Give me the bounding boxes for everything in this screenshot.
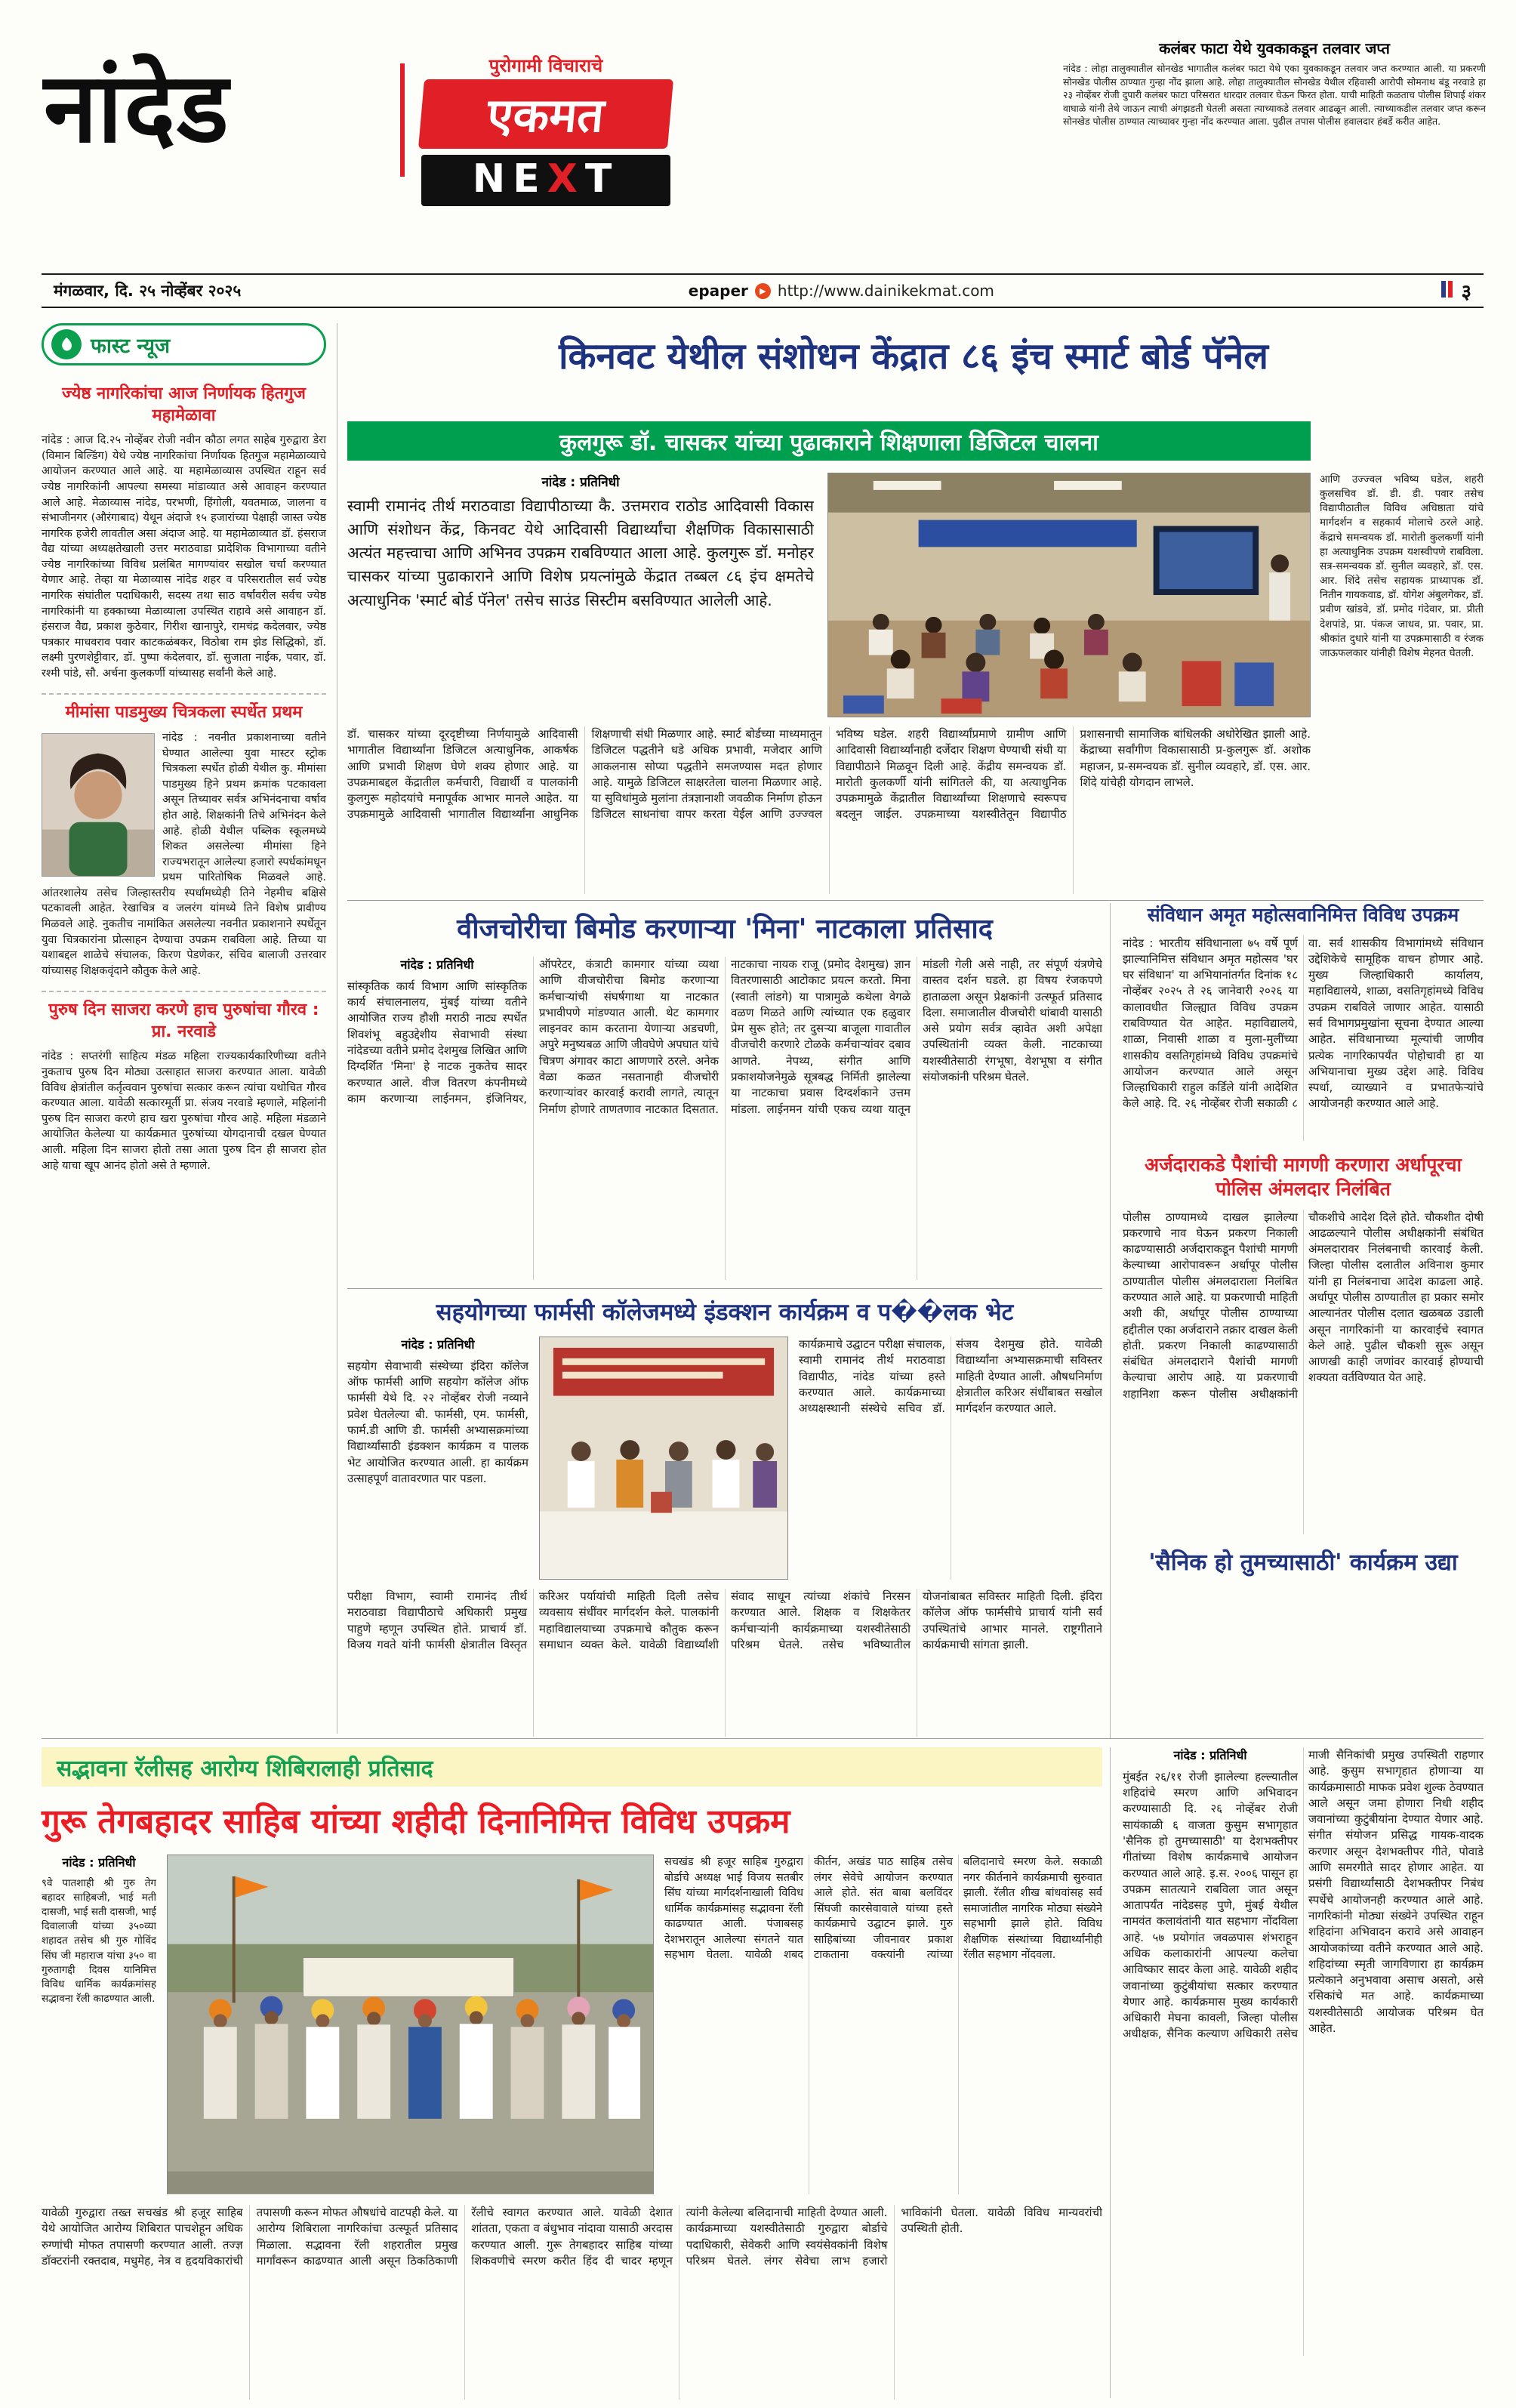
top-story-body: नांदेड : लोहा तालुक्यातील सोनखेड भागातील कलंबर फाटा येथे एका युवकाकडून तलवार जप्त करण्यात आली. या प्रकरणी सोनखेड पोलीस ठाण्यात गुन्हा नोंद झाला आहे. लोहा तालुक्यातील सोनखेड येथील रहिवासी आरोपी सोमनाथ बंडू नरवाडे हा २३ नोव्हेंबर रोजी दुपारी कलंबर फाटा परिसरात धारदार तलवार घेऊन फिरत होता. याची माहिती कळताच पोलीस शिपाई शंकर वाघाळे यांनी तेथे जाऊन त्याची अंगझडती घेतली असता त्याच्याकडे तलवार आढळून आली. त्याच्याकडील तलवार जप्त करून सोनखेड पोलीस ठाण्यात त्याच्यावर गुन्हा नोंद करण्यात आला. पुढील तपास पोलीस हवालदार हंबर्डे करीत आहेत. [1063, 63, 1486, 127]
leaf-icon [51, 329, 82, 359]
masthead [44, 44, 723, 267]
page-number-block [1441, 277, 1471, 304]
fast-news-item [42, 695, 326, 992]
police-suspension-article [1123, 1153, 1484, 1534]
pharmacy-left-column [347, 1337, 528, 1580]
health-camp-strip: सद्भावना रॅलीसह आरोग्य शिबिरालाही प्रतिसाद [42, 1747, 1102, 1787]
fast-news-sidebar [42, 323, 337, 1734]
fast-news-item [42, 376, 326, 695]
guru-dateline: नांदेड : प्रतिनिधी [62, 1855, 136, 1870]
guru-bottom-columns: यावेळी गुरुद्वारा तख्त सचखंड श्री हजूर साहिब येथे आयोजित आरोग्य शिबिरात पाचशेहून अधिक रुग्णांची मोफत तपासणी करण्यात आली. तज्ज्ञ डॉक्टरांनी रक्तदाब, मधुमेह, नेत्र व हृदयविकारांची तपासणी करून मोफत औषधांचे वाटपही केले. या आरोग्य शिबिराला नागरिकांचा उत्स्फूर्त प्रतिसाद मिळाला. सद्भावना रॅली शहरातील प्रमुख मार्गांवरून काढण्यात आली असून ठिकठिकाणी रॅलीचे स्वागत करण्यात आले. यावेळी देशात शांतता, एकता व बंधुभाव नांदावा यासाठी अरदास करण्यात आली. गुरू तेगबहादर साहिब यांच्या शिकवणीचे स्मरण करीत हिंद दी चादर म्हणून त्यांनी केलेल्या बलिदानाची माहिती देण्यात आली. कार्यक्रमाच्या यशस्वीतेसाठी गुरुद्वारा बोर्डाचे पदाधिकारी, सेवेकरी आणि स्वयंसेवकांनी विशेष परिश्रम घेतले. लंगर सेवेचा लाभ हजारो भाविकांनी घेतला. यावेळी विविध मान्यवरांची उपस्थिती होती. [42, 2206, 1102, 2268]
guru-intro-column [42, 1855, 156, 2194]
lead-article-text [347, 473, 814, 717]
next-letter-x: X [547, 156, 585, 202]
top-story [1063, 38, 1486, 146]
bottom-section-divider [42, 1738, 1484, 1739]
guru-intro-text: ९वे पातशाही श्री गुरु तेग बहादर साहिबजी, भाई मती दासजी, भाई सती दासजी, भाई दिवालाजी यांच्या ३५०व्या शहादत तसेच श्री गुरु गोविंद सिंघ जी महाराज यांचा ३५० वा गुरुतागद्दी दिवस यानिमित्त विविध धार्मिक कार्यक्रमांसह सद्भावना रॅली काढण्यात आली. [42, 1876, 156, 2005]
lead-article-dateline: नांदेड : प्रतिनिधी [541, 475, 620, 490]
fast-news-item-headline: मीमांसा पाडमुख्य चित्रकला स्पर्धेत प्रथम [65, 703, 303, 723]
guru-top-row [42, 1855, 1102, 2194]
pharmacy-right-columns: कार्यक्रमाचे उद्घाटन परीक्षा संचालक, स्वामी रामानंद तीर्थ मराठवाडा विद्यापीठ, नांदेड यांच्या हस्ते करण्यात आले. कार्यक्रमाच्या अध्यक्षस्थानी संस्थेचे सचिव डॉ. संजय देशमुख होते. यावेळी विद्यार्थ्यांना अभ्यासक्रमाची सविस्तर माहिती देण्यात आली. औषधनिर्माण क्षेत्रातील करिअर संधींबाबत सखोल मार्गदर्शन करण्यात आले. [799, 1337, 1102, 1416]
police-headline: अर्जदाराकडे पैशांची मागणी करणारा अर्धापूरचा पोलिस अंमलदार निलंबित [1145, 1153, 1462, 1200]
main-article-right-column: आणि उज्ज्वल भविष्य घडेल, शहरी कुलसचिव डॉ. डी. डी. पवार तसेच विद्यापीठातील विविध अधिष्ठाता यांचे मार्गदर्शन व सहकार्य मोलाचे ठरले आहे. केंद्राचे समन्वयक डॉ. मारोती कुलकर्णी यांनी हा अत्याधुनिक उपक्रम यशस्वीपणे राबविला. सत्र-समन्वयक डॉ. सुनील व्यवहारे, डॉ. एस. आर. शिंदे तसेच सहायक प्राध्यापक डॉ. नितीन गायकवाड, डॉ. योगेश अंबुलगेकर, डॉ. प्रवीण खांडवे, डॉ. प्रमोद गंदेवार, प्रा. प्रीती देशपांडे, प्रा. पंकज जाधव, प्रा. पवार, प्रा. श्रीकांत दुधारे यांनी या उपक्रमासाठी व रंजक जाऊफलकार यांनीही विशेष मेहनत घेतली. [1320, 473, 1484, 659]
page-number-marker [1441, 281, 1455, 301]
constitution-body: नांदेड : भारतीय संविधानाला ७५ वर्षे पूर्ण झाल्यानिमित्त संविधान अमृत महोत्सव 'घर घर संविधान' या अभियानांतर्गत दिनांक १८ नोव्हेंबर २०२५ ते २६ जानेवारी २०२६ या कालावधीत जिल्ह्यात विविध उपक्रम राबविण्यात येत आहेत. महाविद्यालये, शाळा, निवासी शाळा व मुला-मुलींच्या शासकीय वसतिगृहांमध्ये विविध उपक्रमांचे आयोजन करण्यात आले असून जिल्हाधिकारी राहुल कर्डिले यांनी आदेशित केले आहे. दि. २६ नोव्हेंबर रोजी सकाळी ८ वा. सर्व शासकीय विभागांमध्ये संविधान उद्देशिकेचे सामूहिक वाचन होणार आहे. मुख्य जिल्हाधिकारी कार्यालय, महाविद्यालये, शाळा, वसतिगृहांमध्ये विविध उपक्रम राबविले जाणार आहेत. यासाठी सर्व विभागप्रमुखांना सूचना देण्यात आल्या आहेत. संविधानाच्या मूल्यांची जाणीव प्रत्येक नागरिकापर्यंत पोहोचावी हा या अभियानाचा मुख्य उद्देश आहे. विविध स्पर्धा, व्याख्याने व प्रभातफेऱ्यांचे आयोजनही करण्यात आले आहे. [1123, 936, 1484, 1111]
fast-news-item-body: नांदेड : आज दि.२५ नोव्हेंबर रोजी नवीन कौठा लगत साहेब गुरुद्वारा डेरा (विमान बिल्डिंग) येथे ज्येष्ठ नागरिकांचा निर्णायक हितगुज महामेळाव्याचे आयोजन करण्यात आले आहे. या महामेळाव्यास उपस्थित राहून सर्व ज्येष्ठ नागरिकांनी आपल्या समस्या मांडाव्यात असे आवाहन करण्यात आले आहे. मेळाव्यास नांदेड, परभणी, हिंगोली, यवतमाळ, जालना व संभाजीनगर (औरंगाबाद) येथून अंदाजे १५ हजारांच्या पेक्षाही जास्त ज्येष्ठ नागरिक हजेरी लावतील असा अंदाज आहे. या महामेळाव्यात डॉ. हंसराज वैद्य यांच्या अध्यक्षतेखाली उत्तर मराठवाडा प्रादेशिक विभागाच्या वतीने ज्येष्ठ नागरिकांच्या विविध प्रलंबित मागण्यांवर सखोल चर्चा करण्यात येणार आहे. तेव्हा या मेळाव्यास नांदेड शहर व परिसरातील सर्व ज्येष्ठ नागरिक संघांतील पदाधिकारी, सदस्य तथा साठ वर्षांवरील सर्वच ज्येष्ठ नागरिकांनी या हक्काच्या मेळाव्याला उपस्थित राहावे असे आवाहन डॉ. हंसराज वैद्य, प्रकाश कुठेवार, गिरीश खानापुरे, रामचंद्र कदेलवार, ज्येष्ठ पत्रकार माधवराव पवार काटकळंबकर, विठोबा राम झेड सिद्धिको, डॉ. लक्ष्मी पुरणशेट्टीवार, डॉ. पुष्पा कंदेलवार, डॉ. सुजाता नाईक, पवार, डॉ. रश्मी पांडे, सौ. अर्चना कुलकर्णी यांच्यासह सर्वांनी केले आहे. [42, 434, 326, 680]
top-story-headline: कलंबर फाटा येथे युवकाकडून तलवार जप्त [1159, 39, 1390, 57]
next-letter-t: T [584, 156, 620, 202]
pharmacy-left-text: सहयोग सेवाभावी संस्थेच्या इंदिरा कॉलेज ऑफ फार्मसी आणि सहयोग कॉलेज ऑफ फार्मसी येथे दि. २२ नोव्हेंबर रोजी नव्याने प्रवेश घेतलेल्या बी. फार्मसी, एम. फार्मसी, फार्म.डी आणि डी. फार्मसी अभ्यासक्रमांच्या विद्यार्थ्यांसाठी इंडक्शन कार्यक्रम व पालक भेट आयोजित करण्यात आली. हा कार्यक्रम उत्साहपूर्ण वातावरणात पार पडला. [347, 1358, 528, 1485]
fast-news-item-headline: पुरुष दिन साजरा करणे हाच पुरुषांचा गौरव : प्रा. नरवाडे [48, 1001, 319, 1041]
pharmacy-headline: सहयोगच्या फार्मसी कॉलेजमध्ये इंडक्शन कार्यक्रम व प��लक भेट [436, 1299, 1014, 1326]
pharmacy-photo [539, 1337, 788, 1580]
constitution-headline: संविधान अमृत महोत्सवानिमित्त विविध उपक्रम [1147, 904, 1459, 926]
page-number: ३ [1461, 281, 1471, 304]
mina-body [347, 957, 1102, 1280]
next-logo [421, 155, 670, 206]
guru-rally-photo [167, 1855, 654, 2194]
main-headline: किनवट येथील संशोधन केंद्रात ८६ इंच स्मार्ट बोर्ड पॅनेल [559, 335, 1268, 378]
sub-headline-bar: कुलगुरू डॉ. चासकर यांच्या पुढाकाराने शिक्षणाला डिजिटल चालना [347, 421, 1311, 461]
mina-article [347, 909, 1102, 1280]
pharmacy-dateline: नांदेड : प्रतिनिधी [401, 1337, 475, 1352]
pharmacy-bottom-columns: परीक्षा विभाग, स्वामी रामानंद तीर्थ मराठवाडा विद्यापीठाचे अधिकारी प्रमुख पाहुणे म्हणून उपस्थित होते. प्राचार्य डॉ. विजय गवते यांनी फार्मसी क्षेत्रातील विस्तृत करिअर पर्यायांची माहिती दिली तसेच व्यवसाय संधींवर मार्गदर्शन केले. पालकांनी महाविद्यालयाच्या उपक्रमाचे कौतुक करून समाधान व्यक्त केले. यावेळी विद्यार्थ्यांशी संवाद साधून त्यांच्या शंकांचे निरसन करण्यात आले. शिक्षक व शिक्षकेतर कर्मचाऱ्यांनी कार्यक्रमाच्या यशस्वीतेसाठी परिश्रम घेतले. तसेच भविष्यातील योजनांबाबत सविस्तर माहिती दिली. इंदिरा कॉलेज ऑफ फार्मसीचे प्राचार्य यांनी सर्व उपस्थितांचे आभार मानले. राष्ट्रगीताने कार्यक्रमाची सांगता झाली. [347, 1589, 1102, 1651]
masthead-brand-block [421, 53, 670, 206]
fast-news-item-body: नांदेड : सप्तरंगी साहित्य मंडळ महिला राज्यकार्यकारिणीच्या वतीने नुकताच पुरुष दिन मोठ्या उत्साहात साजरा करण्यात आला. यावेळी विविध क्षेत्रांतील कर्तृत्ववान पुरुषांचा सत्कार करून त्यांचा यथोचित गौरव करण्यात आला. यावेळी सत्कारमूर्ती प्रा. संजय नरवाडे म्हणाले, महिलांनी पुरुष दिन साजरा करणे हाच खरा पुरुषांचा गौरव आहे. महिला मंडळाने आयोजित केलेल्या या कार्यक्रमात पुरुषांच्या योगदानाची दखल घेण्यात आली. महिला दिन साजरा होतो तसा आता पुरुष दिन ही साजरा होत आहे याचा खूप आनंद होतो असे ते म्हणाले. [42, 1050, 326, 1172]
guru-right-columns: सचखंड श्री हजूर साहिब गुरुद्वारा बोर्डाचे अध्यक्ष भाई विजय सतबीर सिंघ यांच्या मार्गदर्शनाखाली विविध धार्मिक कार्यक्रमांसह सद्भावना रॅली काढण्यात आली. पंजाबसह देशभरातून आलेल्या संगतने यात सहभाग घेतला. यावेळी शबद कीर्तन, अखंड पाठ साहिब तसेच लंगर सेवेचे आयोजन करण्यात आले होते. संत बाबा बलविंदर सिंघजी कारसेवावाले यांच्या हस्ते कार्यक्रमाचे उद्घाटन झाले. गुरु साहिबांच्या जीवनावर प्रकाश टाकताना वक्त्यांनी त्यांच्या बलिदानाचे स्मरण केले. सकाळी नगर कीर्तनाने कार्यक्रमाची सुरुवात झाली. रॅलीत शीख बांधवांसह सर्व समाजांतील नागरिक मोठ्या संख्येने सहभागी झाले होते. विविध शैक्षणिक संस्थांच्या विद्यार्थ्यांनीही रॅलीत सहभाग नोंदवला. [664, 1856, 1102, 1962]
right-rail [1110, 903, 1484, 1738]
sainik-columns [1123, 1747, 1484, 2356]
sainik-headline: 'सैनिक हो तुमच्यासाठी' कार्यक्रम उद्या [1148, 1549, 1458, 1576]
fast-news-title: फास्ट न्यूज [91, 334, 170, 358]
sainik-dateline: नांदेड : प्रतिनिधी [1173, 1748, 1247, 1762]
section-divider [347, 1288, 1102, 1289]
main-article-columns: डॉ. चासकर यांच्या दूरदृष्टीच्या निर्णयामुळे आदिवासी भागातील विद्यार्थ्यांना डिजिटल अत्याधुनिक, आकर्षक आणि प्रभावी शिक्षण घेणे शक्य होणार आहे. या उपक्रमाबद्दल केंद्रातील कर्मचारी, विद्यार्थी व पालकांनी कुलगुरू महोदयांचे मनापूर्वक आभार मानले आहेत. या उपक्रमामुळे आदिवासी भागातील विद्यार्थ्यांना आधुनिक शिक्षणाची संधी मिळणार आहे. स्मार्ट बोर्डच्या माध्यमातून डिजिटल पद्धतीने धडे अधिक प्रभावी, मजेदार आणि आकलनास सोप्या पद्धतीने समजण्यास मदत होणार आहे. यामुळे डिजिटल साक्षरतेला चालना मिळणार आहे. या सुविधांमुळे मुलांना तंत्रज्ञानाशी जवळीक निर्माण होऊन डिजिटल साधनांचा वापर करता येईल आणि उज्ज्वल भविष्य घडेल. शहरी विद्यार्थ्यांप्रमाणे ग्रामीण आणि आदिवासी विद्यार्थ्यांनाही दर्जेदार शिक्षण घेण्याची संधी या विद्यापीठाने मिळवून दिली आहे. केंद्रीय समन्वयक डॉ. मारोती कुलकर्णी यांनी सांगितले की, या अत्याधुनिक उपक्रमामुळे केंद्रातील विद्यार्थ्यांच्या शिक्षणाचे स्वरूपच बदलून जाईल. उपक्रमाच्या यशस्वीतेतून विद्यापीठ प्रशासनाची सामाजिक बांधिलकी अधोरेखित झाली आहे. केंद्राच्या सर्वांगीण विकासासाठी प्र-कुलगुरू डॉ. अशोक महाजन, प्र-समन्वयक डॉ. सुनील व्यवहारे, डॉ. एस. आर. शिंदे यांचेही योगदान लाभले. [347, 727, 1311, 822]
fast-news-item [42, 992, 326, 1186]
masthead-divider [400, 63, 405, 177]
main-article-photo [827, 473, 1311, 717]
guru-headline: गुरू तेगबहादर साहिब यांच्या शहीदी दिनानिमित्त विविध उपक्रम [42, 1802, 790, 1841]
fast-news-item-body: नांदेड : नवनीत प्रकाशनाच्या वतीने घेण्यात आलेल्या युवा मास्टर स्ट्रोक चित्रकला स्पर्धेत होळी येथील कु. मीमांसा पाडमुख्य हिने प्रथम क्रमांक पटकावला असून तिच्यावर सर्वत्र अभिनंदनाचा वर्षाव होत आहे. शिक्षकांनी तिचे अभिनंदन केले आहे. होळी येथील पब्लिक स्कूलमध्ये शिकत असलेल्या मीमांसा हिने राज्यभरातून आलेल्या हजारो स्पर्धकांमधून प्रथम पारितोषिक मिळवले आहे. आंतरशालेय तसेच जिल्हास्तरीय स्पर्धांमध्येही तिने नेहमीच बक्षिसे पटकावली आहेत. रेखाचित्र व जलरंग यांमध्ये तिने विशेष प्रावीण्य मिळवले आहे. नुकतीच नामांकित असलेल्या नवनीत प्रकाशनाने स्पर्धेतून युवा चित्रकारांना प्रोत्साहन देण्याचा उपक्रम राबविला आहे. तिच्या या यशाबद्दल शाळेचे संचालक, किरण पेडणेकर, संचिव बालाजी उत्तरवार यांच्यासह शिक्षकवृंदाने कौतुक केले आहे. [42, 732, 326, 977]
mina-headline: वीजचोरीचा बिमोड करणाऱ्या 'मिना' नाटकाला प्रतिसाद [457, 914, 993, 945]
contest-winner-photo [42, 733, 155, 877]
epaper-line [689, 282, 994, 300]
pharmacy-article [347, 1296, 1102, 1737]
epaper-label: epaper [688, 282, 748, 300]
epaper-url[interactable]: http://www.dainikekmat.com [777, 282, 994, 300]
issue-date: मंगळवार, दि. २५ नोव्हेंबर २०२५ [54, 282, 242, 300]
section-divider [347, 900, 1484, 901]
masthead-city: नांदेड [44, 52, 230, 165]
sainik-body-text: मुंबईत २६/११ रोजी झालेल्या हल्ल्यातील शहिदांचे स्मरण आणि अभिवादन करण्यासाठी दि. २६ नोव्हेंबर रोजी सायंकाळी ६ वाजता कुसुम सभागृहात 'सैनिक हो तुमच्यासाठी' या देशभक्तीपर गीतांच्या विशेष कार्यक्रमाचे आयोजन करण्यात आले आहे. इ.स. २००६ पासून हा उपक्रम सातत्याने राबविला जात असून आतापर्यंत नांदेडसह पुणे, मुंबई येथील नामवंत कलावंतांनी यात सहभाग नोंदविला आहे. ५७ प्रयोगांत जवळपास शंभराहून अधिक कलाकारांनी आपल्या कलेचा आविष्कार सादर केला आहे. यावेळी शहीद जवानांच्या कुटुंबीयांचा सत्कार करण्यात येणार आहे. कार्यक्रमास मुख्य कार्यकारी अधिकारी मेघना कावली, जिल्हा पोलीस अधीक्षक, सैनिक कल्याण अधिकारी तसेच माजी सैनिकांची प्रमुख उपस्थिती राहणार आहे. कुसुम सभागृहात होणाऱ्या या कार्यक्रमासाठी माफक प्रवेश शुल्क ठेवण्यात आले असून जमा होणारा निधी शहीद जवानांच्या कुटुंबीयांना देण्यात येणार आहे. संगीत संयोजन प्रसिद्ध गायक-वादक करणार असून देशभक्तीपर गीते, पोवाडे आणि समरगीते सादर होणार आहेत. या प्रसंगी विद्यार्थ्यांसाठी देशभक्तीपर निबंध स्पर्धेचे आयोजनही करण्यात आले आहे. नागरिकांनी मोठ्या संख्येने उपस्थित राहून शहिदांना अभिवादन करावे असे आवाहन आयोजकांच्या वतीने करण्यात आले आहे. शहिदांच्या स्मृती जागविणारा हा कार्यक्रम प्रत्येकाने अनुभवावा असाच असतो, असे रसिकांचे मत आहे. कार्यक्रमाच्या यशस्वीतेसाठी आयोजक परिश्रम घेत आहेत. [1123, 1748, 1484, 2041]
pharmacy-top-row [347, 1337, 1102, 1580]
lead-paragraph: स्वामी रामानंद तीर्थ मराठवाडा विद्यापीठाच्या कै. उत्तमराव राठोड आदिवासी विकास आणि संशोधन केंद्र, किनवट येथे आदिवासी विद्यार्थ्यांचा शैक्षणिक विकासासाठी अत्यंत महत्त्वाचा आणि अभिनव उपक्रम राबविण्यात आला आहे. कुलगुरू डॉ. मनोहर चासकर यांच्या पुढाकाराने आणि विशेष प्रयत्नांमुळे केंद्रात तब्बल ८६ इंच क्षमतेचे अत्याधुनिक 'स्मार्ट बोर्ड पॅनेल' तसेच साउंड सिस्टीम बसविण्यात आलेली आहे. [347, 497, 814, 609]
sainik-article-body [1110, 1747, 1484, 2398]
fast-news-item-headline: ज्येष्ठ नागरिकांचा आज निर्णायक हितगुज महामेळावा [62, 384, 306, 425]
mina-body-text: सांस्कृतिक कार्य विभाग आणि सांस्कृतिक कार्य संचालनालय, मुंबई यांच्या वतीने आयोजित राज्य हौशी मराठी नाट्य स्पर्धेत शिवशंभू बहुउद्देशीय सेवाभावी संस्था नांदेडच्या वतीने प्रमोद देशमुख लिखित आणि दिग्दर्शित 'मिना' हे नाटक नुकतेच सादर करण्यात आले. वीज वितरण कंपनीमध्ये काम करणाऱ्या लाईनमन, इंजिनियर, ऑपरेटर, कंत्राटी कामगार यांच्या व्यथा आणि वीजचोरीचा बिमोड करणाऱ्या कर्मचाऱ्यांची संघर्षगाथा या नाटकात प्रभावीपणे मांडण्यात आली. थेट कामगार लाइनवर काम करताना येणाऱ्या अडचणी, अपुरे मनुष्यबळ आणि जीवघेणे अपघात यांचे चित्रण अंगावर काटा आणणारे ठरले. अनेक वेळा कळत नसतानाही वीजचोरी करणाऱ्यांवर कारवाई करावी लागते, त्यातून निर्माण होणारे ताणतणाव नाटकात दिसतात. नाटकाचा नायक राजू (प्रमोद देशमुख) ज्ञान वितरणासाठी आटोकाट प्रयत्न करतो. मिना (स्वाती लांडगे) या पात्रामुळे कथेला वेगळे वळण मिळते आणि त्यांच्यात एक हळुवार प्रेम सुरू होते; तर दुसऱ्या बाजूला गावातील वीजचोरी करणारे टोळके कर्मचाऱ्यांवर दबाव आणते. नेपथ्य, संगीत आणि प्रकाशयोजनेमुळे सूत्रबद्ध निर्मिती झालेल्या या नाटकाचा प्रवास दिग्दर्शकाने उत्तम मांडला. लाईनमन यांची एकच व्यथा यातून मांडली गेली असे नाही, तर संपूर्ण यंत्रणेचे वास्तव दर्शन घडले. हा विषय रंजकपणे हाताळला असून प्रेक्षकांनी उत्स्फूर्त प्रतिसाद दिला. समाजातील वीजचोरी थांबावी यासाठी असे प्रयोग सर्वत्र व्हावेत अशी अपेक्षा उपस्थितांनी व्यक्त केली. नाटकाच्या यशस्वीतेसाठी रंगभूषा, वेशभूषा व संगीत संयोजकांनी परिश्रम घेतले. [347, 957, 1102, 1116]
masthead-tagline: पुरोगामी विचाराचे [488, 55, 603, 76]
mina-dateline: नांदेड : प्रतिनिधी [400, 957, 474, 972]
constitution-article [1123, 903, 1484, 1141]
masthead-brand: एकमत [418, 79, 673, 149]
date-bar [42, 273, 1484, 308]
police-body: पोलीस ठाण्यामध्ये दाखल झालेल्या प्रकरणाचे नाव घेऊन प्रकरण निकाली काढण्यासाठी अर्जदाराकडून पैशांची मागणी केल्याच्या आरोपावरून अर्धापूर पोलीस ठाण्यातील पोलीस अंमलदाराला निलंबित करण्यात आले आहे. या प्रकरणाची माहिती अशी की, अर्धापूर पोलीस ठाण्याच्या हद्दीतील एका अर्जदाराने तक्रार दाखल केली होती. प्रकरण निकाली काढण्यासाठी संबंधित अंमलदाराने पैशांची मागणी केल्याचा आरोप आहे. या प्रकरणाची शहानिशा करून पोलीस अधीक्षकांनी चौकशीचे आदेश दिले होते. चौकशीत दोषी आढळल्याने पोलीस अधीक्षकांनी संबंधित अंमलदारावर निलंबनाची कारवाई केली. जिल्हा पोलीस दलातील अविनाश कुमार यांनी हा निलंबनाचा आदेश काढला आहे. अर्धापूर पोलीस ठाण्यातील हा प्रकार समोर आल्यानंतर पोलीस दलात खळबळ उडाली असून नागरिकांनी या कारवाईचे स्वागत केले आहे. पुढील चौकशी सुरू असून आणखी काही जणांवर कारवाई होण्याची शक्यता वर्तविण्यात येत आहे. [1123, 1210, 1484, 1401]
play-icon [755, 283, 771, 299]
fast-news-header [42, 323, 326, 365]
next-letters-ne: NE [472, 156, 547, 202]
